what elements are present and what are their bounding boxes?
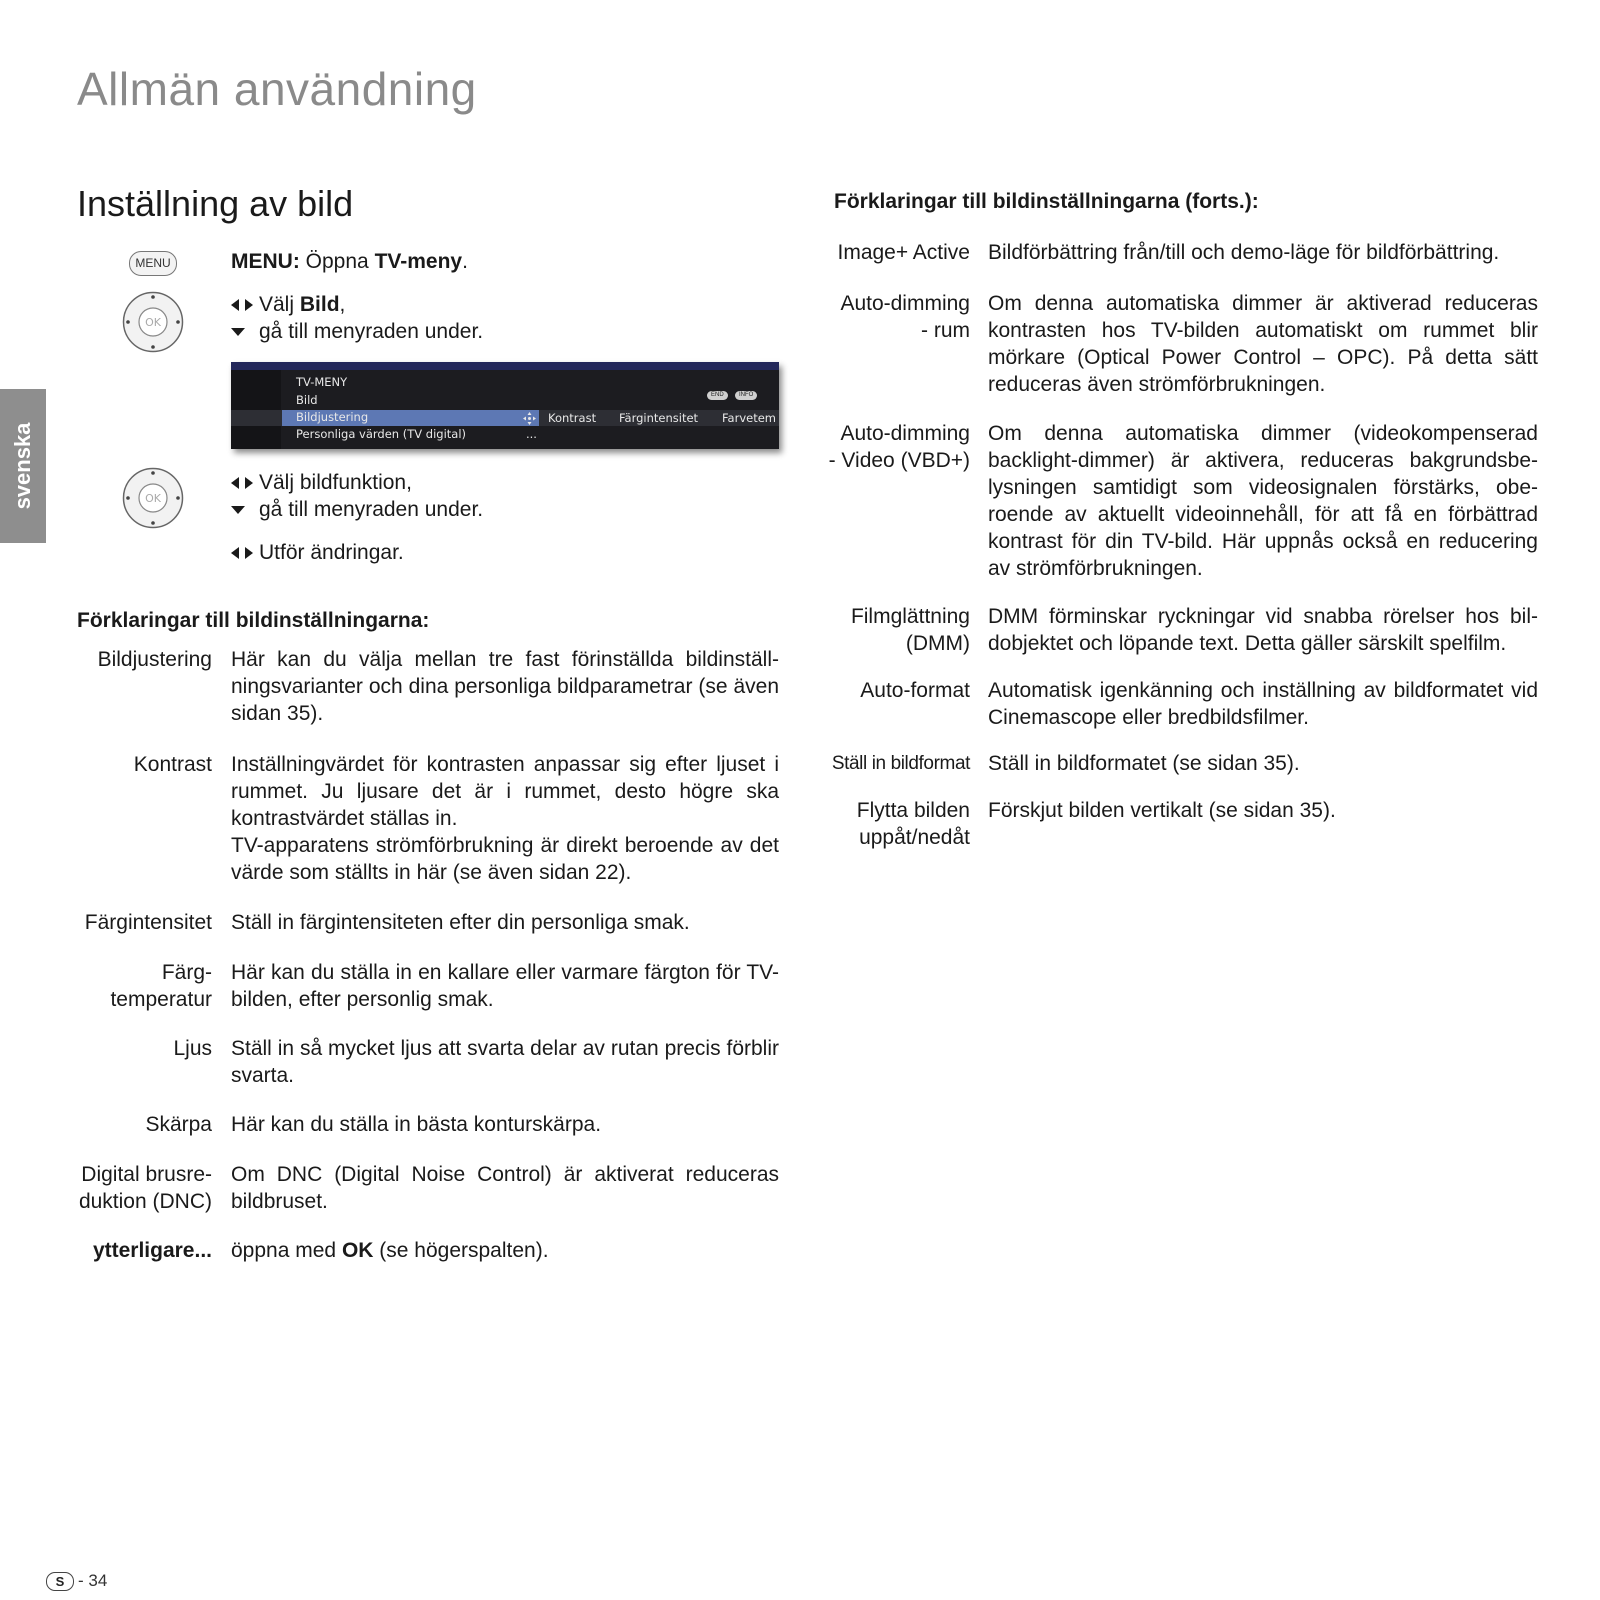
definition-term: Image+ Active	[837, 241, 970, 264]
definition-term: Digital brusre- duktion (DNC)	[78, 1163, 212, 1213]
svg-text:OK: OK	[145, 492, 161, 505]
side-tab-label: svenska	[10, 422, 35, 510]
instruction-step-3: Välj bildfunktion, gå till menyraden under.	[231, 469, 483, 523]
definition-term: Bildjustering	[97, 648, 212, 671]
brand-logo: S	[46, 1572, 74, 1591]
right-section-heading: Förklaringar till bildinställningarna (forts.):	[834, 190, 1259, 213]
definition-term: Kontrast	[133, 753, 212, 776]
tv-menu-sub-item: Kontrast	[548, 411, 597, 425]
tv-menu-sub-item: Färgintensitet	[619, 411, 699, 425]
arrow-down-icon	[231, 506, 245, 514]
definition-text: Bildförbättring från/till och demo-läge för bildförbättring.	[988, 241, 1500, 264]
definition-term: Ljus	[173, 1037, 212, 1060]
definition-text: Om denna automatiska dimmer är aktiverad reduceras kontrasten hos TV-bilden automatiskt om rummet blir mörkare (Optical Power Control – OPC). På detta sätt reduceras även strömförbrukningen.	[988, 292, 1538, 396]
definition-text: Här kan du ställa in en kallare eller varmare färgton för TV-bilden, efter personlig smak.	[231, 961, 779, 1011]
definition-text: DMM förminskar ryckningar vid snabba rörelser hos bil-dobjektet och löpande text. Detta gäller särskilt spelfilm.	[988, 605, 1538, 655]
arrow-right-icon	[245, 477, 253, 489]
definition-text: öppna med OK (se högerspalten).	[231, 1239, 549, 1262]
tv-menu-item-selected: Bildjustering	[296, 410, 369, 424]
arrow-left-icon	[231, 547, 239, 559]
definition-term: Auto-format	[860, 679, 970, 702]
definition-text: Inställningvärdet för kontrasten anpassar sig efter ljuset i rummet. Ju ljusare det är i rummet, desto högre ska kontrastvärdet ställas in. TV-apparatens strömförbrukning är direkt beroende av det värde som ställts in här (se även sidan 22).	[231, 753, 779, 884]
page-title: Allmän användning	[77, 63, 477, 115]
arrow-left-icon	[231, 299, 239, 311]
left-section-heading: Förklaringar till bildinställningarna:	[77, 609, 430, 632]
definition-text: Ställ in bildformatet (se sidan 35).	[988, 752, 1300, 775]
navigation-pad-icon	[122, 291, 184, 353]
navigation-pad-icon	[122, 467, 184, 529]
definition-term: Flytta bilden uppåt/nedåt	[856, 799, 970, 849]
move-cross-icon	[523, 412, 536, 425]
definition-term: Skärpa	[145, 1113, 212, 1136]
tv-menu-title: TV-MENY	[296, 375, 348, 389]
definition-term: Färgintensitet	[84, 911, 212, 934]
instruction-step-2: Välj Bild, gå till menyraden under.	[231, 291, 483, 345]
instruction-step-4: Utför ändringar.	[231, 539, 404, 566]
definition-term: Färg- temperatur	[110, 961, 212, 1011]
definition-term: Filmglättning (DMM)	[850, 605, 970, 655]
menu-button-icon: MENU	[129, 251, 177, 276]
definition-text: Här kan du ställa in bästa konturskärpa.	[231, 1113, 602, 1136]
instruction-step-1: MENU: Öppna TV-meny.	[231, 250, 468, 273]
arrow-down-icon	[231, 328, 245, 336]
definition-text: Ställ in färgintensiteten efter din personliga smak.	[231, 911, 690, 934]
definition-text: Om DNC (Digital Noise Control) är aktiverat reduceras bildbruset.	[231, 1163, 779, 1213]
definition-term: Auto-dimming - Video (VBD+)	[828, 422, 970, 472]
tv-menu-item-bild: Bild	[296, 393, 318, 407]
section-title: Inställning av bild	[77, 183, 354, 224]
info-badge: INFO	[735, 391, 757, 400]
arrow-right-icon	[245, 547, 253, 559]
arrow-right-icon	[245, 299, 253, 311]
page-number: - 34	[78, 1571, 108, 1590]
tv-menu-ellipsis: ...	[526, 427, 537, 441]
definition-term: Auto-dimming - rum	[840, 292, 970, 342]
definition-text: Om denna automatiska dimmer (videokompenserad backlight-dimmer) är aktivera, reduceras bakgrundsbe-lysningen samtidigt som videosignalen förstärks, obe-roende av aktuellt videoinnehåll, för att få en förbättrad kontrast för din TV-bild. Här uppnås också en reducering av strömförbrukningen.	[988, 422, 1538, 580]
tv-menu-sub-item: Farvetem	[722, 411, 777, 425]
definition-term: ytterligare...	[92, 1239, 212, 1262]
tv-menu-item-personal: Personliga värden (TV digital)	[296, 427, 466, 441]
definition-text: Automatisk igenkänning och inställning av bildformatet vid Cinemascope eller bredbildsfilmer.	[988, 679, 1538, 729]
arrow-left-icon	[231, 477, 239, 489]
end-badge: END	[707, 391, 728, 400]
definition-text: Ställ in så mycket ljus att svarta delar av rutan precis förblir svarta.	[231, 1037, 779, 1087]
definition-term: Ställ in bildformat	[831, 753, 970, 774]
definition-text: Förskjut bilden vertikalt (se sidan 35).	[988, 799, 1336, 822]
language-side-tab	[0, 389, 46, 543]
svg-text:OK: OK	[145, 316, 161, 329]
tv-menu-screenshot	[231, 362, 779, 449]
definition-text: Här kan du välja mellan tre fast förinställda bildinställ-ningsvarianter och dina personliga bildparametrar (se även sidan 35).	[231, 648, 779, 725]
